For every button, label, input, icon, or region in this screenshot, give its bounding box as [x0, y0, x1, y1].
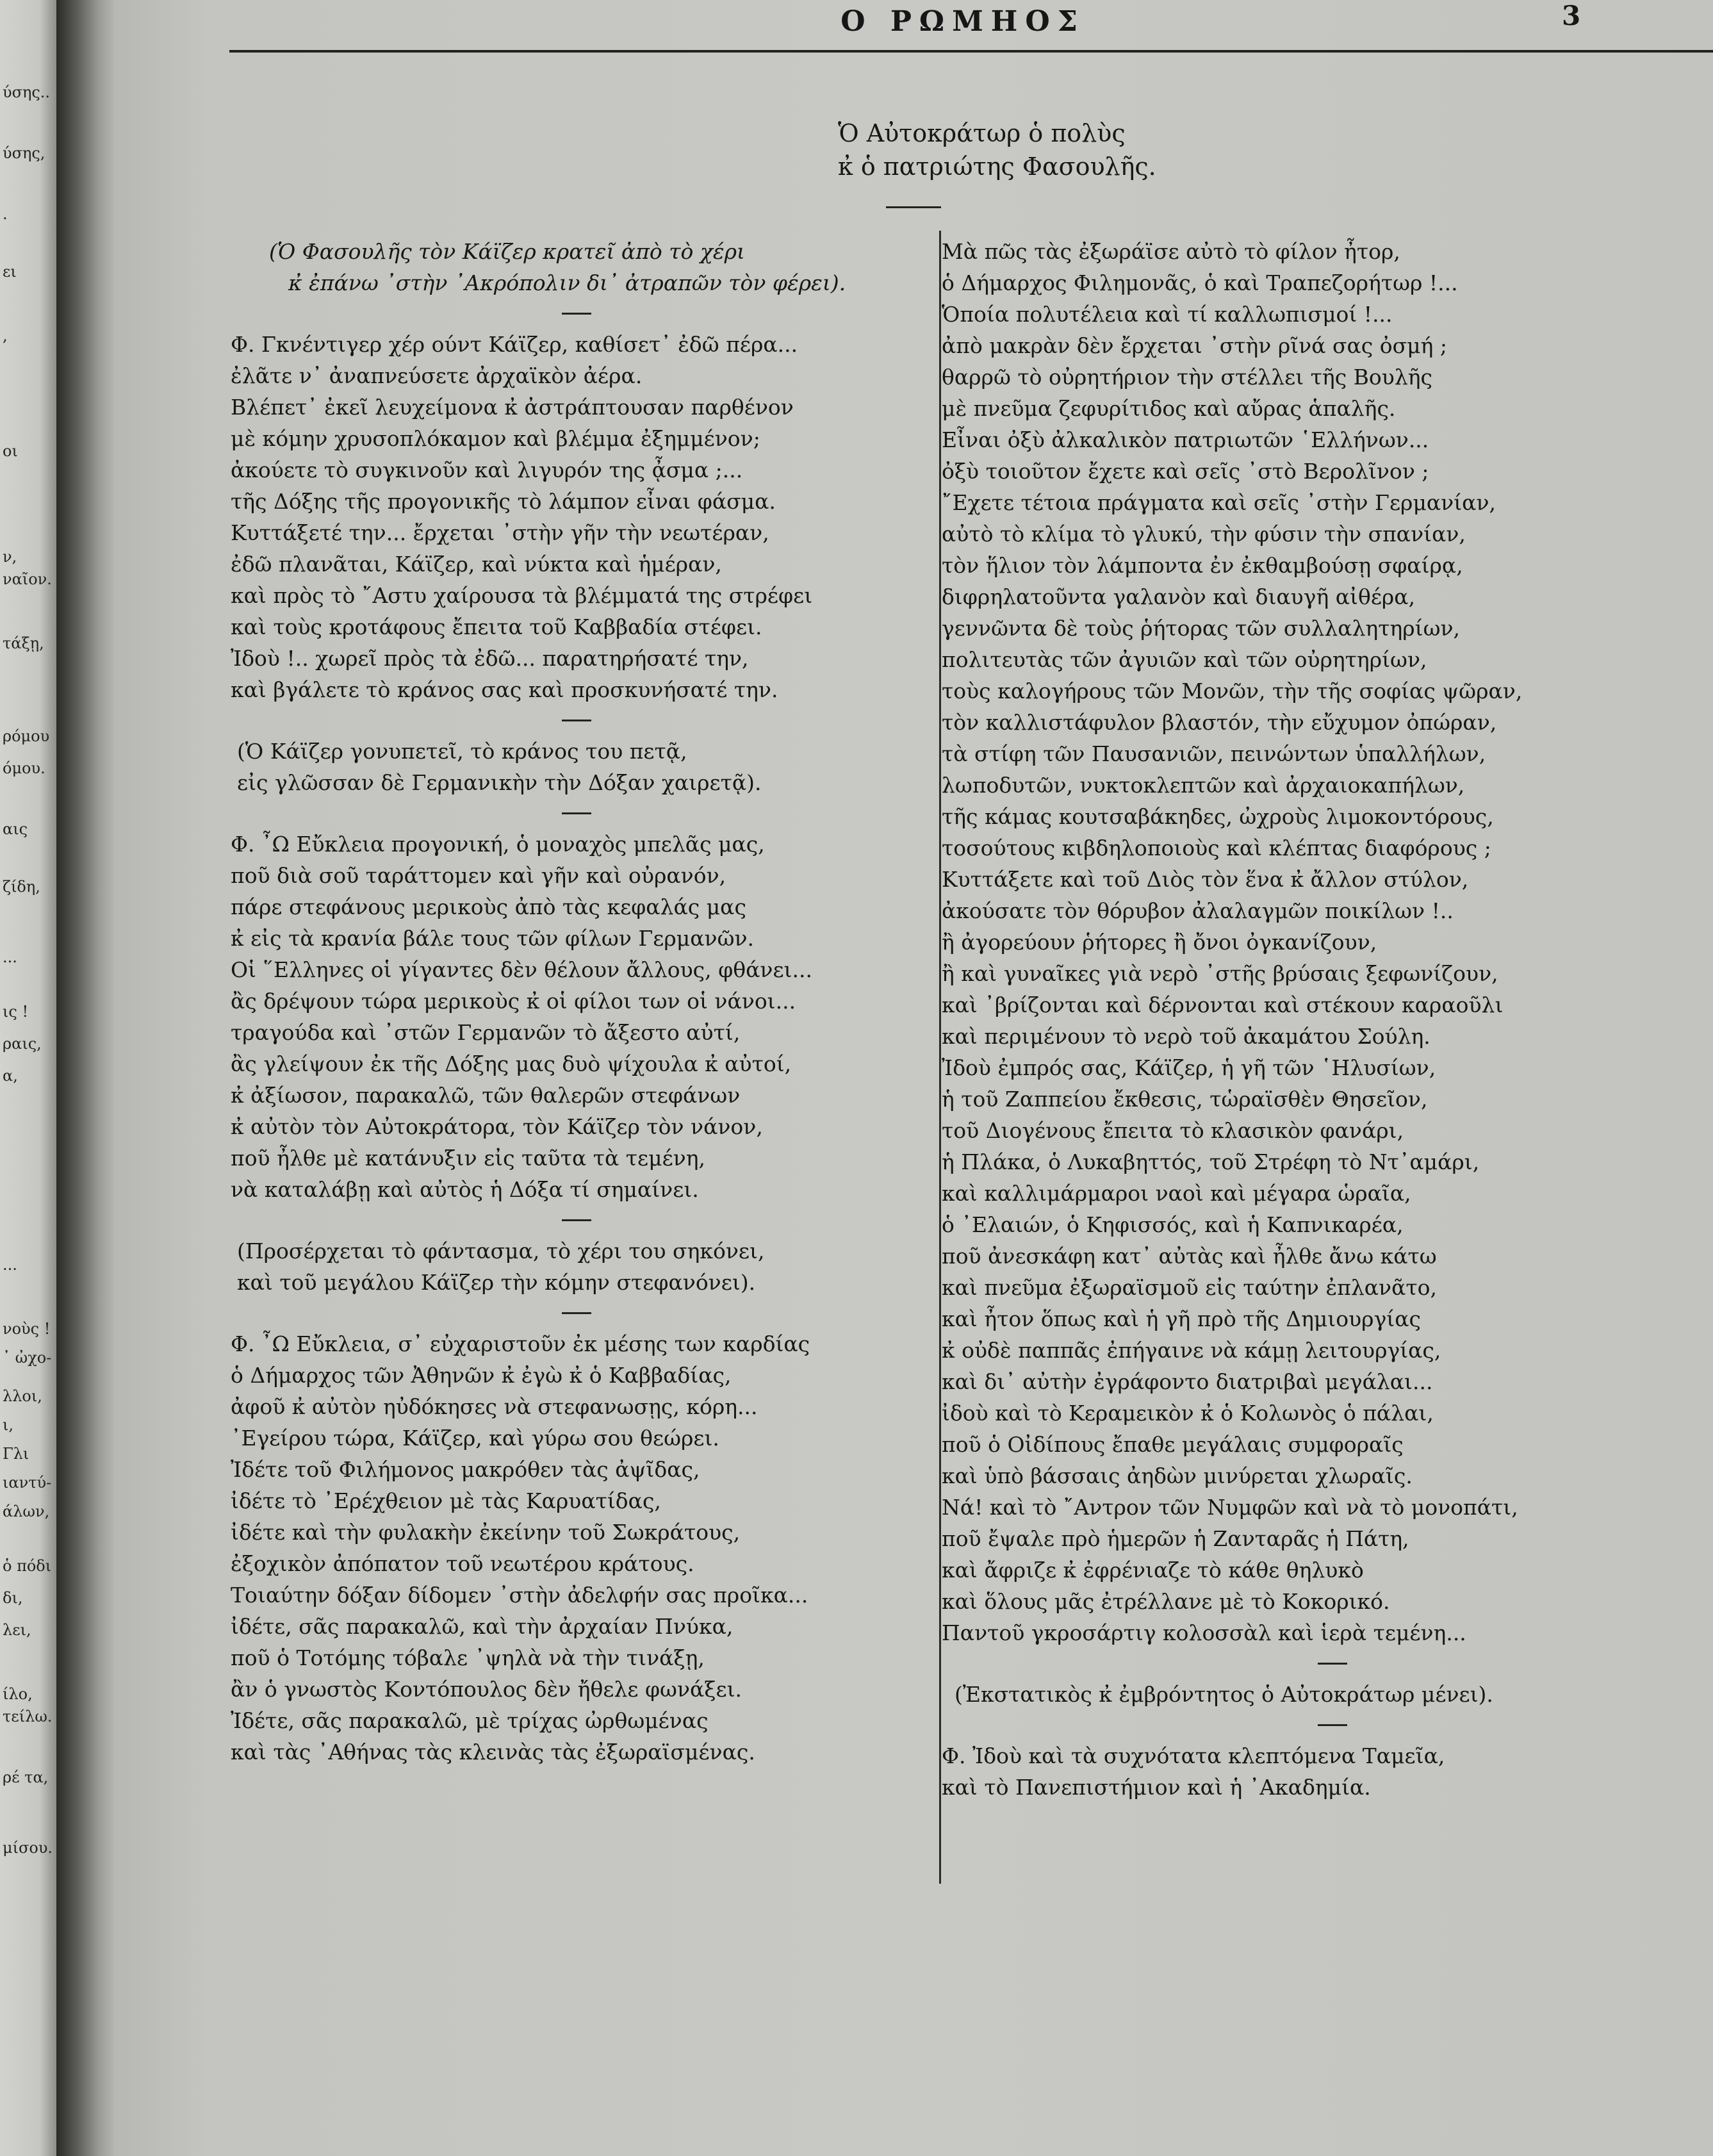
- verse-line: ἀφοῦ κ̓ αὐτὸν ηὐδόκησες νὰ στεφανωσῃς, κόρη...: [231, 1394, 758, 1419]
- verse-line: Φ. Ἰδοὺ καὶ τὰ συχνότατα κλεπτόμενα Ταμεῖα,: [942, 1743, 1445, 1768]
- section-rule: [1318, 1724, 1347, 1726]
- verse-line: τὰ στίφη τῶν Παυσανιῶν, πεινώντων ὑπαλλήλων,: [942, 741, 1486, 766]
- verse-line: Ἰδοὺ !.. χωρεῖ πρὸς τὰ ἐδῶ... παρατηρήσατέ την,: [231, 646, 749, 671]
- verse-line: διφρηλατοῦντα γαλανὸν καὶ διαυγῆ αἰθέρα,: [942, 584, 1416, 609]
- previous-page-fragment: λει,: [3, 1621, 31, 1639]
- verse-line: πάρε στεφάνους μερικοὺς ἀπὸ τὰς κεφαλάς μας: [231, 894, 746, 919]
- previous-page-fragment: τείλω.: [3, 1708, 53, 1725]
- previous-page-fragment: ζίδη,: [3, 878, 40, 896]
- verse-line: ἀκούετε τὸ συγκινοῦν καὶ λιγυρόν της ᾆσμα ;...: [231, 457, 743, 482]
- verse-line: Κυττάξετε καὶ τοῦ Διὸς τὸν ἕνα κ̓ ἄλλον στύλον,: [942, 867, 1469, 892]
- verse-line: Φ. ῏Ω Εὔκλεια, σ᾽ εὐχαριστοῦν ἐκ μέσης των καρδίας: [231, 1331, 810, 1356]
- verse-line: καὶ περιμένουν τὸ νερὸ τοῦ ἀκαμάτου Σούλη.: [942, 1024, 1430, 1049]
- verse-line: Τοιαύτην δόξαν δίδομεν ᾽στὴν ἀδελφήν σας προῖκα...: [231, 1583, 808, 1608]
- previous-page-fragment: ...: [3, 948, 17, 966]
- previous-page-fragment: ίλο,: [3, 1685, 33, 1703]
- verse-line: τοῦ Διογένους ἔπειτα τὸ κλασικὸν φανάρι,: [942, 1118, 1404, 1143]
- previous-page-edge: [0, 0, 56, 2156]
- verse-line: πολιτευτὰς τῶν ἀγυιῶν καὶ τῶν οὐρητηρίων,: [942, 647, 1427, 672]
- verse-line: ἐξοχικὸν ἀπόπατον τοῦ νεωτέρου κράτους.: [231, 1551, 694, 1576]
- verse-line: ὁ Δήμαρχος Φιλημονᾶς, ὁ καὶ Τραπεζορήτωρ !...: [942, 270, 1458, 295]
- previous-page-fragment: ις !: [3, 1003, 29, 1021]
- previous-page-fragment: Γλι: [3, 1445, 29, 1463]
- verse-line: καὶ ὑπὸ βάσσαις ἀηδὼν μινύρεται χλωραῖς.: [942, 1463, 1413, 1488]
- verse-line: Νά! καὶ τὸ ῎Αντρον τῶν Νυμφῶν καὶ νὰ τὸ μονοπάτι,: [942, 1495, 1518, 1520]
- verse-line: ἰδέτε καὶ τὴν φυλακὴν ἐκείνην τοῦ Σωκράτους,: [231, 1520, 741, 1545]
- verse-line: ᾽Εγείρου τώρα, Κάϊζερ, καὶ γύρω σου θεώρει.: [231, 1426, 719, 1451]
- previous-page-fragment: οι: [3, 442, 18, 460]
- verse-line: ἰδέτε, σᾶς παρακαλῶ, καὶ τὴν ἀρχαίαν Πνύκα,: [231, 1614, 734, 1639]
- poem-title-line-2: κ̓ ὁ πατριώτης Φασουλῆς.: [838, 152, 1156, 181]
- right-column: [942, 236, 1713, 1803]
- previous-page-fragment: α,: [3, 1067, 18, 1085]
- previous-page-fragment: μίσου.: [3, 1839, 53, 1857]
- verse-line: Οἱ ῞Ελληνες οἱ γίγαντες δὲν θέλουν ἄλλους, φθάνει...: [231, 957, 812, 982]
- verse-line: ἀκούσατε τὸν θόρυβον ἀλαλαγμῶν ποικίλων !..: [942, 898, 1454, 923]
- verse-line: ὁ Δήμαρχος τῶν Ἀθηνῶν κ̓ ἐγὼ κ̓ ὁ Καββαδίας,: [231, 1363, 732, 1388]
- verse-line: ὀξὺ τοιοῦτον ἔχετε καὶ σεῖς ᾽στὸ Βερολῖνον ;: [942, 459, 1429, 484]
- verse-line: νὰ καταλάβῃ καὶ αὐτὸς ἡ Δόξα τί σημαίνει.: [231, 1177, 699, 1202]
- verse-line: καὶ δι᾽ αὐτὴν ἐγράφοντο διατριβαὶ μεγάλαι...: [942, 1369, 1433, 1394]
- verse-line: (Ὁ Κάϊζερ γονυπετεῖ, τὸ κράνος του πετᾷ,: [237, 739, 687, 764]
- verse-line: κ̓ ἀξίωσον, παρακαλῶ, τῶν θαλερῶν στεφάνων: [231, 1083, 741, 1108]
- poem-title: [838, 117, 1156, 183]
- verse-line: ποῦ ἔψαλε πρὸ ἡμερῶν ἡ Ζανταρᾶς ἡ Πάτη,: [942, 1526, 1409, 1551]
- section-rule: [562, 313, 591, 315]
- verse-line: ἢ καὶ γυναῖκες γιὰ νερὸ ᾽στῆς βρύσαις ξεφωνίζουν,: [942, 961, 1498, 986]
- verse-line: καὶ ᾽βρίζονται καὶ δέρνονται καὶ στέκουν καραοῦλι: [942, 992, 1504, 1017]
- previous-page-fragment: ,: [3, 327, 8, 345]
- newspaper-page: [114, 0, 1713, 2156]
- verse-line: καὶ τὸ Πανεπιστήμιον καὶ ἡ ᾽Ακαδημία.: [942, 1775, 1371, 1800]
- verse-line: ἢ ἀγορεύουν ῥήτορες ἢ ὄνοι ὀγκανίζουν,: [942, 930, 1377, 955]
- verse-line: ποῦ διὰ σοῦ ταράττομεν καὶ γῆν καὶ οὐρανόν,: [231, 863, 726, 888]
- verse-line: καὶ ὅλους μᾶς ἐτρέλλανε μὲ τὸ Κοκορικό.: [942, 1589, 1390, 1614]
- verse-line: ποῦ ἀνεσκάφη κατ᾽ αὐτὰς καὶ ἦλθε ἄνω κάτω: [942, 1244, 1437, 1269]
- verse-line: Βλέπετ᾽ ἐκεῖ λευχείμονα κ̓ ἀστράπτουσαν παρθένον: [231, 395, 794, 420]
- column-rule: [939, 231, 941, 1884]
- previous-page-fragment: ναῖον.: [3, 570, 52, 588]
- verse-line: Μὰ πῶς τὰς ἐξωράϊσε αὐτὸ τὸ φίλον ἦτορ,: [942, 239, 1400, 264]
- previous-page-fragment: .: [3, 205, 8, 223]
- verse-line: Φ. ῏Ω Εὔκλεια προγονική, ὁ μοναχὸς μπελᾶς μας,: [231, 832, 765, 857]
- verse-line: καὶ πνεῦμα ἐξωραϊσμοῦ εἰς ταύτην ἐπλανᾶτο,: [942, 1275, 1438, 1300]
- verse-line: κ̓ οὐδὲ παππᾶς ἐπήγαινε νὰ κάμῃ λειτουργίας,: [942, 1338, 1441, 1363]
- verse-line: Ὁποία πολυτέλεια καὶ τί καλλωπισμοί !...: [942, 302, 1393, 327]
- verse-line: λωποδυτῶν, νυκτοκλεπτῶν καὶ ἀρχαιοκαπήλων,: [942, 773, 1465, 798]
- previous-page-fragment: ει: [3, 263, 17, 281]
- verse-line: τῆς κάμας κουτσαβάκηδες, ὠχροὺς λιμοκοντόρους,: [942, 804, 1494, 829]
- verse-line: ἐλᾶτε ν᾽ ἀναπνεύσετε ἀρχαϊκὸν ἀέρα.: [231, 363, 643, 388]
- previous-page-fragment: λλοι,: [3, 1387, 42, 1405]
- verse-line: καὶ τοῦ μεγάλου Κάϊζερ τὴν κόμην στεφανόνει).: [237, 1270, 756, 1295]
- verse-line: καὶ τὰς ᾽Αθήνας τὰς κλεινὰς τὰς ἐξωραϊσμένας.: [231, 1740, 755, 1765]
- previous-page-fragment: τάξῃ,: [3, 634, 44, 652]
- previous-page-fragment: ὁ πόδι: [3, 1557, 52, 1575]
- previous-page-fragment: ιαντύ-: [3, 1474, 52, 1492]
- verse-line: ἀπὸ μακρὰν δὲν ἔρχεται ᾽στὴν ρῖνά σας ὀσμή ;: [942, 333, 1448, 358]
- verse-line: θαρρῶ τὸ οὐρητήριον τὴν στέλλει τῆς Βουλῆς: [942, 365, 1433, 390]
- verse-line: καὶ βγάλετε τὸ κράνος σας καὶ προσκυνήσατέ την.: [231, 677, 778, 702]
- book-gutter: [56, 0, 114, 2156]
- running-head: Ο ΡΩΜΗΟΣ: [840, 5, 1085, 38]
- verse-line: Φ. Γκνέντιγερ χέρ ούντ Κάϊζερ, καθίσετ᾽ ἐδῶ πέρα...: [231, 332, 798, 357]
- previous-page-fragment: ύσης..: [3, 83, 51, 101]
- verse-line: καὶ ἦτον ὅπως καὶ ἡ γῆ πρὸ τῆς Δημιουργίας: [942, 1306, 1421, 1331]
- previous-page-fragment: ρόμου: [3, 727, 50, 745]
- stage-direction-line: (Ὁ Φασουλῆς τὸν Κάϊζερ κρατεῖ ἀπὸ τὸ χέρι: [269, 239, 745, 264]
- verse-line: καὶ ἄφριζε κ̓ ἐφρένιαζε τὸ κάθε θηλυκὸ: [942, 1558, 1364, 1583]
- verse-line: γεννῶντα δὲ τοὺς ῥήτορας τῶν συλλαλητηρίων,: [942, 616, 1461, 641]
- verse-line: μὲ κόμην χρυσοπλόκαμον καὶ βλέμμα ἐξημμένον;: [231, 426, 760, 451]
- previous-page-fragment: άλων,: [3, 1502, 50, 1520]
- poem-title-line-1: Ὁ Αὐτοκράτωρ ὁ πολὺς: [838, 119, 1126, 147]
- previous-page-fragment: ραις,: [3, 1035, 42, 1053]
- section-rule: [562, 720, 591, 721]
- verse-line: ἂς δρέψουν τώρα μερικοὺς κ̓ οἱ φίλοι των οἱ νάνοι...: [231, 989, 796, 1014]
- section-rule: [1318, 1663, 1347, 1665]
- verse-line: τὸν καλλιστάφυλον βλαστόν, τὴν εὔχυμον ὀπώραν,: [942, 710, 1497, 735]
- verse-line: καὶ πρὸς τὸ ῎Αστυ χαίρουσα τὰ βλέμματά της στρέφει: [231, 583, 813, 608]
- verse-line: ὁ ᾽Ελαιών, ὁ Κηφισσός, καὶ ἡ Καπνικαρέα,: [942, 1212, 1404, 1237]
- verse-line: ἰδέτε τὸ ᾽Ερέχθειον μὲ τὰς Καρυατίδας,: [231, 1488, 661, 1513]
- verse-line: τοσούτους κιβδηλοποιοὺς καὶ κλέπτας διαφόρους ;: [942, 835, 1491, 860]
- previous-page-fragment: ύσης,: [3, 144, 45, 162]
- verse-line: τραγούδα καὶ ᾽στῶν Γερμανῶν τὸ ἄξεστο αὐτί,: [231, 1020, 741, 1045]
- verse-line: Ἰδέτε, σᾶς παρακαλῶ, μὲ τρίχας ὠρθωμένας: [231, 1708, 709, 1733]
- verse-line: ἰδοὺ καὶ τὸ Κεραμεικὸν κ̓ ὁ Κολωνὸς ὁ πάλαι,: [942, 1401, 1434, 1426]
- previous-page-fragment: όμου.: [3, 759, 45, 777]
- verse-line: (Προσέρχεται τὸ φάντασμα, τὸ χέρι του σηκόνει,: [237, 1238, 765, 1263]
- verse-line: ἂν ὁ γνωστὸς Κοντόπουλος δὲν ἤθελε φωνάξει.: [231, 1677, 742, 1702]
- section-rule: [562, 1312, 591, 1314]
- previous-page-fragment: αις: [3, 820, 28, 838]
- verse-line: ἐδῶ πλανᾶται, Κάϊζερ, καὶ νύκτα καὶ ἡμέραν,: [231, 552, 722, 577]
- verse-line: ἡ Πλάκα, ὁ Λυκαβηττός, τοῦ Στρέφη τὸ Ντ᾽αμάρι,: [942, 1149, 1480, 1174]
- verse-line: μὲ πνεῦμα ζεφυρίτιδος καὶ αὔρας ἁπαλῆς.: [942, 396, 1396, 421]
- verse-line: τῆς Δόξης τῆς προγονικῆς τὸ λάμπον εἶναι φάσμα.: [231, 489, 776, 514]
- verse-line: ῎Εχετε τέτοια πράγματα καὶ σεῖς ᾽στὴν Γερμανίαν,: [942, 490, 1496, 515]
- verse-line: Εἶναι ὀξὺ ἀλκαλικὸν πατριωτῶν ῾Ελλήνων...: [942, 427, 1429, 452]
- verse-line: Ἰδοὺ ἐμπρός σας, Κάϊζερ, ἡ γῆ τῶν ῾Ηλυσίων,: [942, 1055, 1436, 1080]
- verse-line: Ἰδέτε τοῦ Φιλήμονος μακρόθεν τὰς ἀψῖδας,: [231, 1457, 700, 1482]
- previous-page-fragment: νοὺς !: [3, 1320, 51, 1338]
- previous-page-fragment: δι,: [3, 1589, 23, 1607]
- section-rule: [562, 1219, 591, 1221]
- section-rule: [562, 812, 591, 814]
- title-rule: [886, 206, 941, 208]
- previous-page-fragment: ρέ τα,: [3, 1768, 49, 1786]
- verse-line: ποῦ ἦλθε μὲ κατάνυξιν εἰς ταῦτα τὰ τεμένη,: [231, 1146, 706, 1171]
- stage-direction-line: κ̓ ἐπάνω ᾽στὴν ᾽Ακρόπολιν δι᾽ ἀτραπῶν τὸν φέρει).: [288, 270, 846, 295]
- verse-line: (Ἐκστατικὸς κ̓ ἐμβρόντητος ὁ Αὐτοκράτωρ μένει).: [955, 1682, 1493, 1707]
- previous-page-fragment: ι,: [3, 1416, 14, 1434]
- verse-line: ἡ τοῦ Ζαππείου ἔκθεσις, τὡραϊσθὲν Θησεῖον,: [942, 1087, 1428, 1112]
- verse-line: Κυττάξετέ την... ἔρχεται ᾽στὴν γῆν τὴν νεωτέραν,: [231, 520, 769, 545]
- page-number: 3: [1562, 0, 1581, 31]
- header-rule: [229, 50, 1713, 53]
- verse-line: καὶ καλλιμάρμαροι ναοὶ καὶ μέγαρα ὡραῖα,: [942, 1181, 1411, 1206]
- verse-line: ποῦ ὁ Οἰδίπους ἔπαθε μεγάλαις συμφοραῖς: [942, 1432, 1404, 1457]
- previous-page-fragment: ...: [3, 1256, 17, 1274]
- verse-line: κ̓ εἰς τὰ κρανία βάλε τους τῶν φίλων Γερμανῶν.: [231, 926, 755, 951]
- verse-line: κ̓ αὐτὸν τὸν Αὐτοκράτορα, τὸν Κάϊζερ τὸν νάνον,: [231, 1114, 763, 1139]
- verse-line: ἂς γλείψουν ἐκ τῆς Δόξης μας δυὸ ψίχουλα κ̓ αὐτοί,: [231, 1051, 792, 1076]
- previous-page-fragment: ν,: [3, 548, 17, 566]
- verse-line: καὶ τοὺς κροτάφους ἔπειτα τοῦ Καββαδία στέφει.: [231, 614, 762, 639]
- verse-line: ποῦ ὁ Τοτόμης τόβαλε ᾽ψηλὰ νὰ τὴν τινάξῃ,: [231, 1645, 705, 1670]
- verse-line: αὐτὸ τὸ κλίμα τὸ γλυκύ, τὴν φύσιν τὴν σπανίαν,: [942, 522, 1466, 547]
- verse-line: τοὺς καλογήρους τῶν Μονῶν, τὴν τῆς σοφίας ψῶραν,: [942, 679, 1523, 704]
- verse-line: τὸν ἥλιον τὸν λάμποντα ἐν ἐκθαμβούσῃ σφαίρᾳ,: [942, 553, 1463, 578]
- verse-line: Παντοῦ γκροσάρτιγ κολοσσὰλ καὶ ἱερὰ τεμένη...: [942, 1620, 1466, 1645]
- left-column: [231, 236, 922, 1768]
- previous-page-fragment: ᾽ ὠχο-: [3, 1349, 52, 1367]
- verse-line: εἰς γλῶσσαν δὲ Γερμανικὴν τὴν Δόξαν χαιρετᾷ).: [237, 770, 762, 795]
